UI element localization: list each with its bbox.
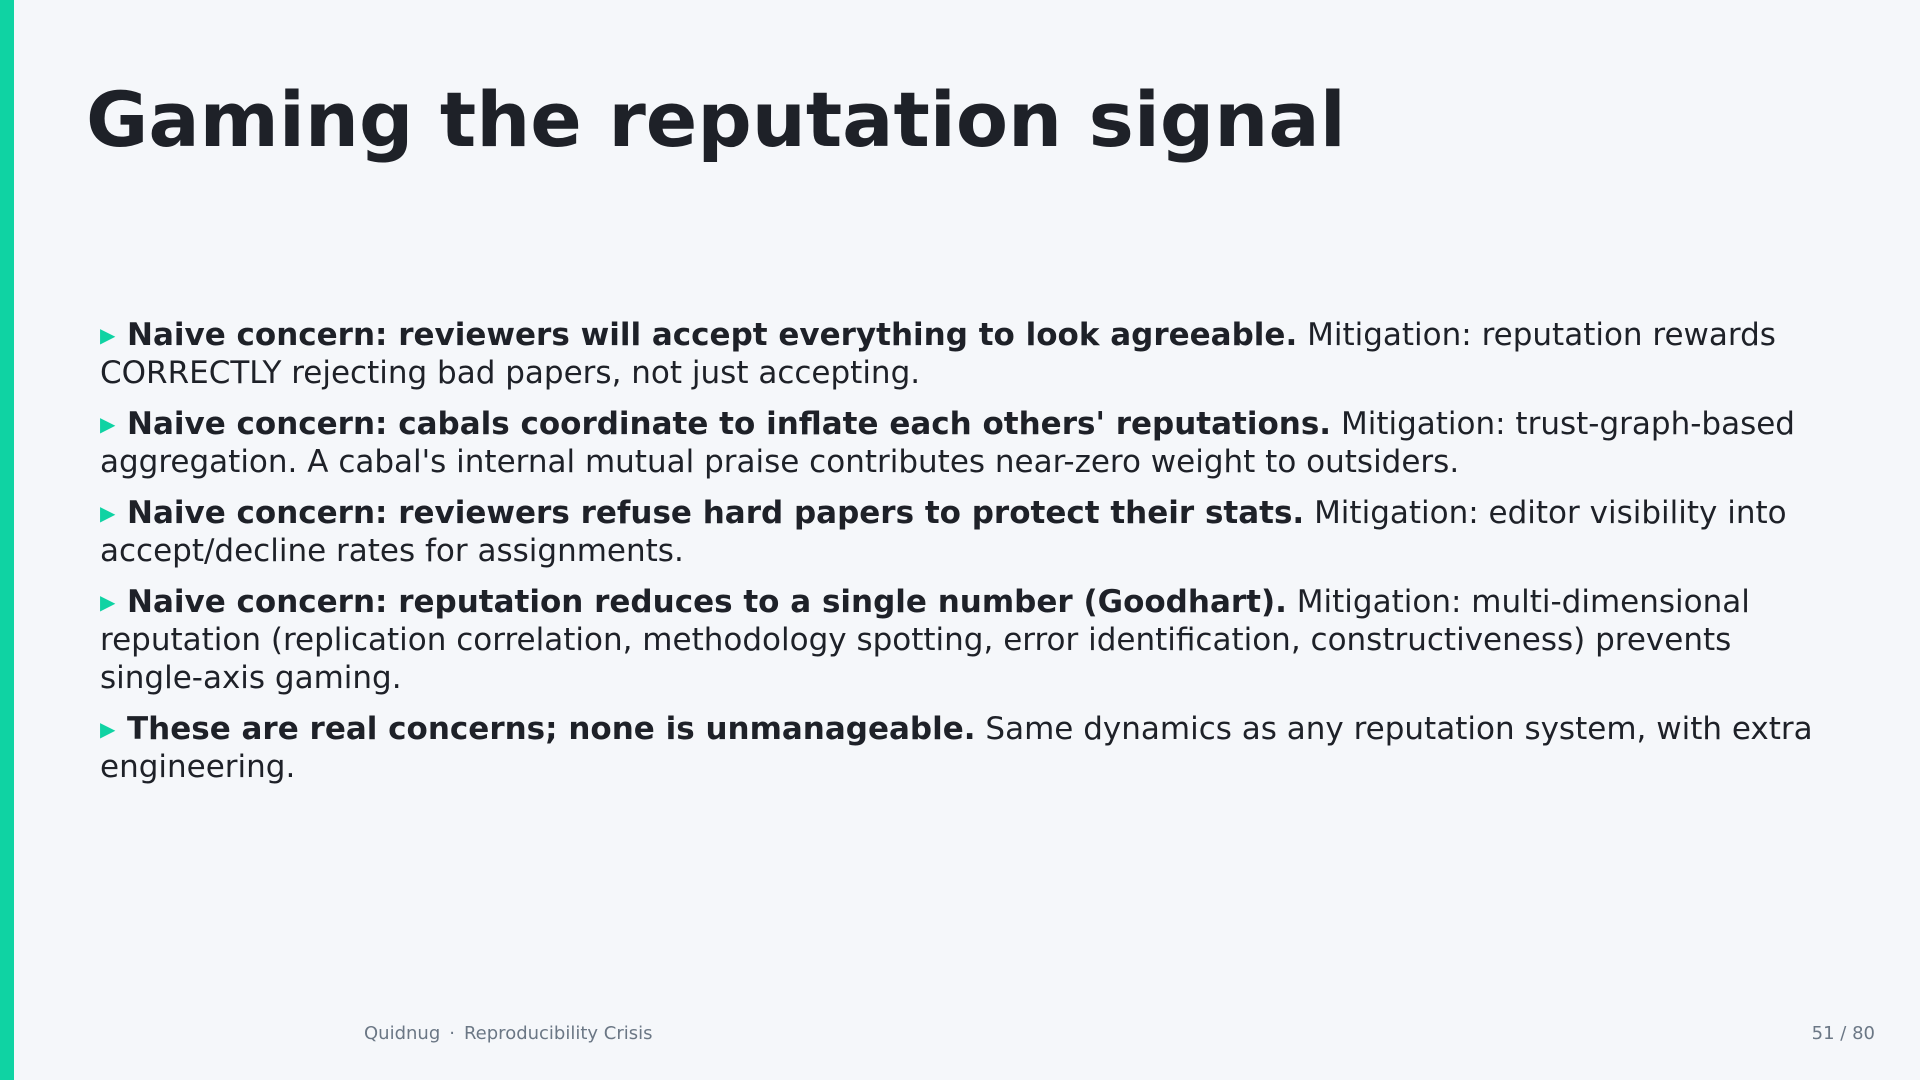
triangle-right-icon: ▶ <box>100 323 116 347</box>
page-number: 51 / 80 <box>1811 1023 1875 1044</box>
bullet-text: Mitigation: multi-dimensional reputation (replication correlation, methodology spotting, error identification, constructiveness) prevents single-axis gaming. <box>100 584 1750 696</box>
bullet-item <box>100 710 1840 786</box>
bullet-list <box>100 316 1840 799</box>
triangle-right-icon: ▶ <box>100 717 116 741</box>
footer-caption <box>364 1023 653 1044</box>
bullet-text: Mitigation: trust-graph-based aggregation. A cabal's internal mutual praise contributes near-zero weight to outsiders. <box>100 406 1795 480</box>
bullet-item <box>100 316 1840 392</box>
bullet-item <box>100 494 1840 570</box>
bullet-lead: Naive concern: reputation reduces to a single number (Goodhart). <box>127 584 1287 620</box>
bullet-lead: Naive concern: cabals coordinate to inflate each others' reputations. <box>127 406 1332 442</box>
footer-deck-title: Reproducibility Crisis <box>463 1023 653 1044</box>
bullet-text: Mitigation: reputation rewards CORRECTLY rejecting bad papers, not just accepting. <box>100 317 1776 391</box>
bullet-text: Same dynamics as any reputation system, with extra engineering. <box>100 711 1813 785</box>
bullet-lead: Naive concern: reviewers refuse hard papers to protect their stats. <box>127 495 1305 531</box>
triangle-right-icon: ▶ <box>100 590 116 614</box>
bullet-lead: These are real concerns; none is unmanageable. <box>127 711 976 747</box>
bullet-lead: Naive concern: reviewers will accept everything to look agreeable. <box>127 317 1298 353</box>
accent-bar <box>0 0 14 1080</box>
footer-brand: Quidnug <box>364 1023 441 1044</box>
slide-title: Gaming the reputation signal <box>86 75 1346 164</box>
bullet-text: Mitigation: editor visibility into accept/decline rates for assignments. <box>100 495 1787 569</box>
bullet-item <box>100 583 1840 697</box>
bullet-item <box>100 405 1840 481</box>
footer-separator: · <box>449 1023 455 1044</box>
triangle-right-icon: ▶ <box>100 501 116 525</box>
triangle-right-icon: ▶ <box>100 412 116 436</box>
